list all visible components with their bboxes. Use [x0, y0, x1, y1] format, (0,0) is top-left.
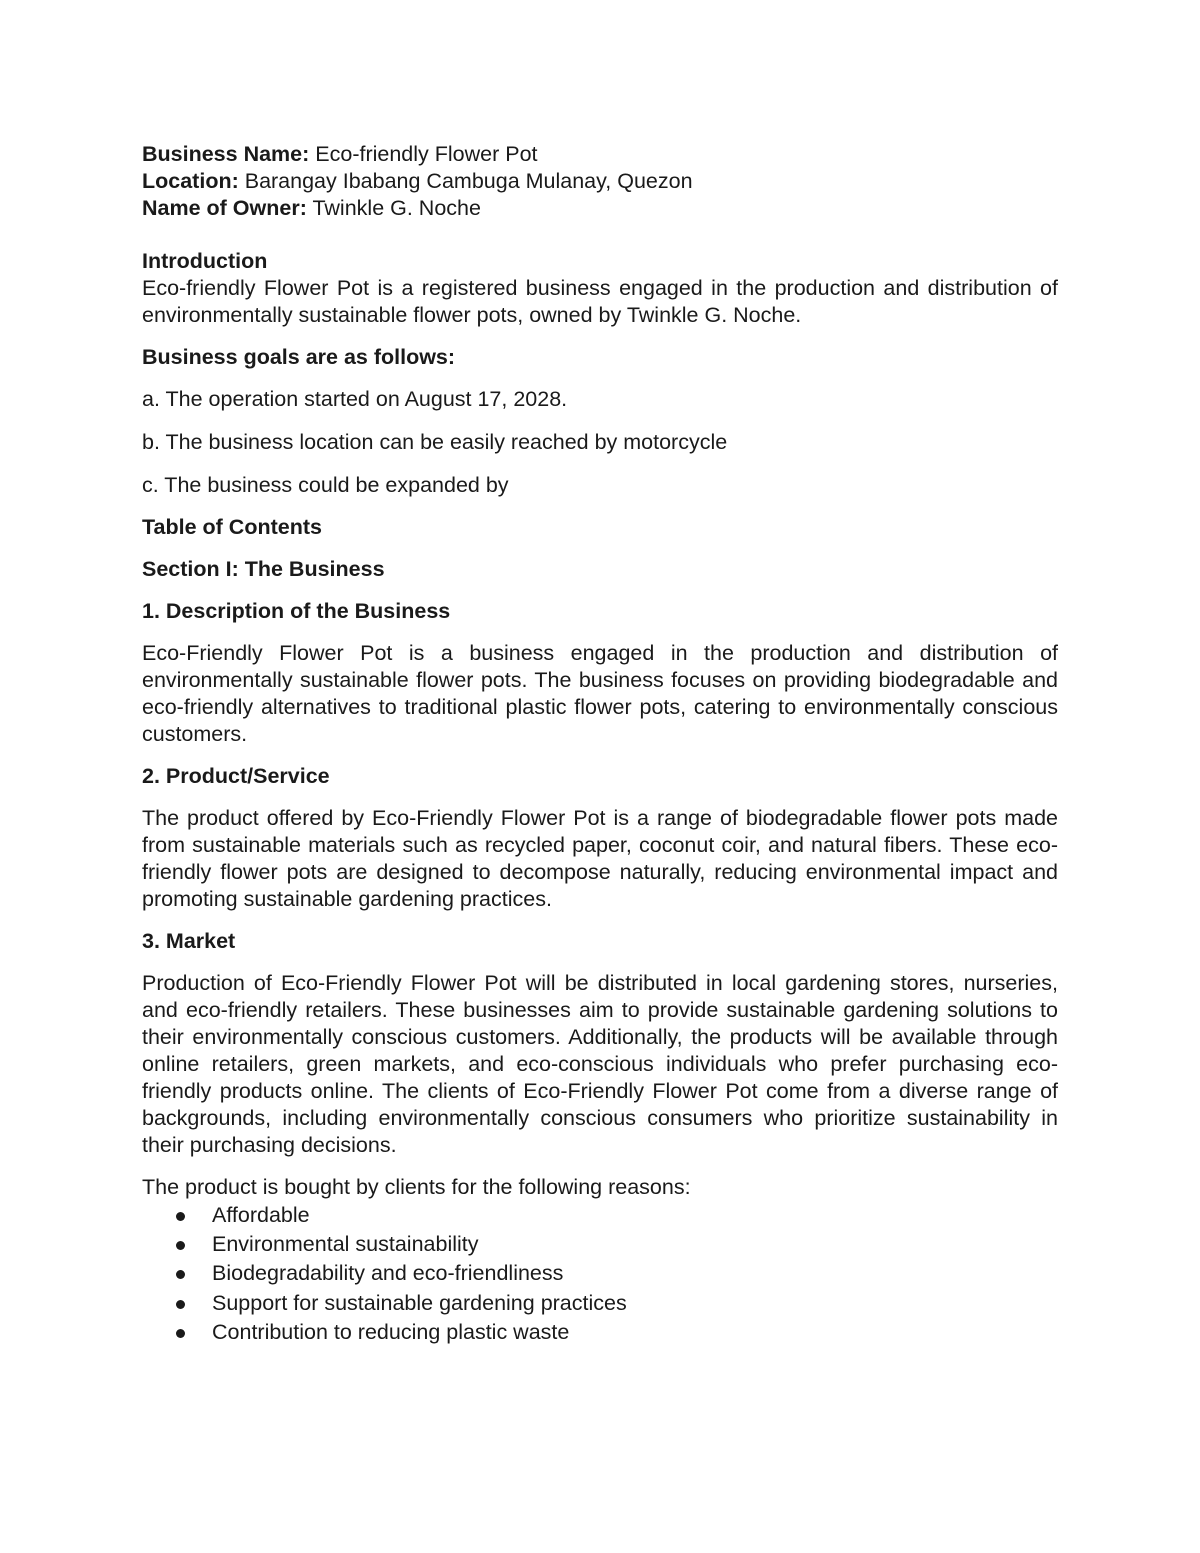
toc-heading: Table of Contents: [142, 515, 322, 539]
location-line: [142, 168, 1058, 195]
introduction-heading: Introduction: [142, 249, 268, 273]
product-text: The product offered by Eco-Friendly Flower Pot is a range of biodegradable flower pots made from sustainable materials such as recycled paper, coconut coir, and natural fibers. These eco-friendly flower pots are designed to decompose naturally, reducing environmental impact and promoting sustainable gardening practices.: [142, 806, 1058, 911]
list-item: [142, 1230, 1058, 1259]
bullet-icon: [176, 1300, 185, 1309]
market-heading: 3. Market: [142, 929, 236, 953]
owner-value: Twinkle G. Noche: [306, 196, 481, 220]
business-name-value: Eco-friendly Flower Pot: [309, 142, 538, 166]
owner-line: [142, 195, 1058, 222]
reason-text: Support for sustainable gardening practices: [212, 1290, 627, 1315]
goal-item-b: b. The business location can be easily reached by motorcycle: [142, 430, 728, 454]
goal-item-c: c. The business could be expanded by: [142, 473, 509, 497]
reason-text: Biodegradability and eco-friendliness: [212, 1261, 564, 1286]
product-heading: 2. Product/Service: [142, 764, 330, 788]
list-item: [142, 1201, 1058, 1230]
list-item: [142, 1289, 1058, 1318]
business-name-label: Business Name:: [142, 142, 310, 166]
reasons-list: [142, 1201, 1058, 1347]
goals-heading: Business goals are as follows:: [142, 345, 456, 369]
reason-text: Affordable: [212, 1203, 310, 1227]
owner-label: Name of Owner:: [142, 196, 307, 220]
location-label: Location:: [142, 169, 239, 193]
reason-text: Contribution to reducing plastic waste: [212, 1319, 570, 1344]
description-text: Eco-Friendly Flower Pot is a business engaged in the production and distribution of environmentally sustainable flower pots. The business focuses on providing biodegradable and eco-friendly alternatives to traditional plastic flower pots, catering to environmentally conscious customers.: [142, 641, 1058, 746]
business-name-line: [142, 141, 1058, 168]
list-item: [142, 1318, 1058, 1347]
location-value: Barangay Ibabang Cambuga Mulanay, Quezon: [238, 169, 693, 193]
description-heading: 1. Description of the Business: [142, 599, 451, 623]
list-item: [142, 1259, 1058, 1288]
goal-item-a: a. The operation started on August 17, 2028.: [142, 387, 568, 411]
section1-heading: Section I: The Business: [142, 557, 385, 581]
document-page: [142, 141, 1058, 1347]
introduction-text: Eco-friendly Flower Pot is a registered business engaged in the production and distribution of environmentally sustainable flower pots, owned by Twinkle G. Noche.: [142, 276, 1058, 327]
bullet-icon: [176, 1270, 185, 1279]
bullet-icon: [176, 1329, 185, 1338]
reason-text: Environmental sustainability: [212, 1232, 479, 1257]
market-text: Production of Eco-Friendly Flower Pot will be distributed in local gardening stores, nurseries, and eco-friendly retailers. These businesses aim to provide sustainable gardening solutions to their environmentally conscious customers. Additionally, the products will be available through online retailers, green markets, and eco-conscious individuals who prefer purchasing eco-friendly products online. The clients of Eco-Friendly Flower Pot come from a diverse range of backgrounds, including environmentally conscious consumers who prioritize sustainability in their purchasing decisions.: [142, 971, 1058, 1157]
reasons-intro: The product is bought by clients for the following reasons:: [142, 1175, 691, 1199]
bullet-icon: [176, 1212, 185, 1221]
bullet-icon: [176, 1241, 185, 1250]
